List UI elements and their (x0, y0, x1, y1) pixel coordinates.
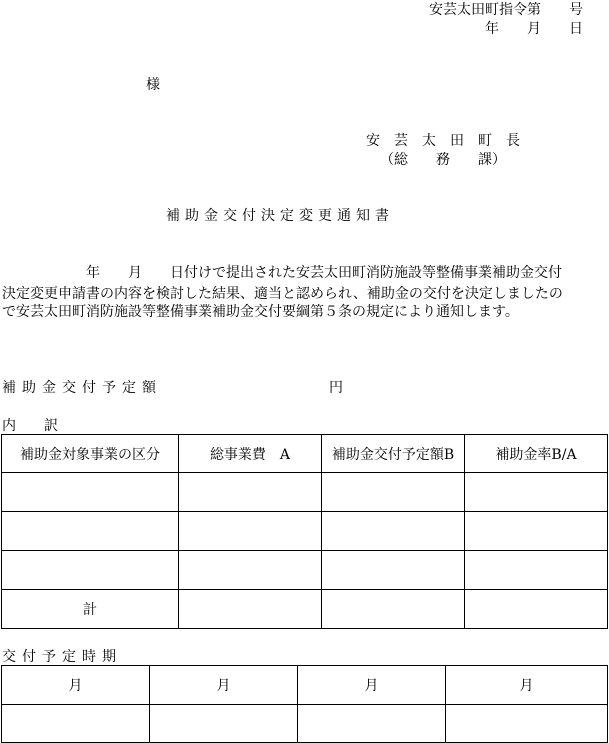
grant-rate-cell[interactable] (465, 512, 608, 551)
header-total-cost: 総事業費 A (179, 435, 322, 473)
table-row (2, 512, 608, 551)
amount-unit: 円 (329, 380, 343, 396)
category-cell[interactable] (2, 512, 179, 551)
recipient-honorific: 様 (146, 77, 160, 93)
month-label: 月 (2, 666, 150, 705)
header-grant-rate: 補助金率B/A (465, 435, 608, 473)
grant-amount-cell[interactable] (322, 590, 465, 629)
sender-department: （総 務 課） (380, 152, 506, 168)
breakdown-label: 内 訳 (2, 418, 58, 434)
schedule-value-cell[interactable] (2, 705, 150, 743)
schedule-value-cell[interactable] (298, 705, 446, 743)
total-row (2, 590, 608, 629)
grant-amount-cell[interactable] (322, 551, 465, 590)
grant-rate-cell[interactable] (465, 551, 608, 590)
body-line-2: 決定変更申請書の内容を検討した結果、適当と認められ、補助金の交付を決定しましたの (2, 286, 563, 302)
total-label: 計 (2, 590, 179, 629)
sender-title: 安 芸 太 田 町 長 (366, 133, 520, 149)
header-category: 補助金対象事業の区分 (2, 435, 179, 473)
schedule-value-cell[interactable] (150, 705, 298, 743)
total-cost-cell[interactable] (179, 473, 322, 512)
month-label: 月 (298, 666, 446, 705)
amount-label: 補助金交付予定額 (2, 380, 162, 396)
header-grant-amount: 補助金交付予定額B (322, 435, 465, 473)
schedule-value-row (2, 705, 608, 743)
grant-rate-cell[interactable] (465, 473, 608, 512)
document-title: 補助金交付決定変更通知書 (166, 208, 394, 224)
category-cell[interactable] (2, 473, 179, 512)
notice-number: 安芸太田町指令第 号 (429, 2, 583, 18)
schedule-value-cell[interactable] (446, 705, 608, 743)
schedule-label: 交付予定時期 (2, 649, 122, 665)
table-row (2, 551, 608, 590)
grant-amount-cell[interactable] (322, 473, 465, 512)
table-row (2, 473, 608, 512)
notice-date: 年 月 日 (485, 21, 583, 37)
breakdown-table (1, 434, 608, 629)
grant-amount-cell[interactable] (322, 512, 465, 551)
body-line-1: 年 月 日付けで提出された安芸太田町消防施設等整備事業補助金交付 (2, 265, 562, 281)
total-cost-cell[interactable] (179, 551, 322, 590)
grant-rate-cell[interactable] (465, 590, 608, 629)
total-cost-cell[interactable] (179, 590, 322, 629)
schedule-month-row (2, 666, 608, 705)
total-cost-cell[interactable] (179, 512, 322, 551)
schedule-table (1, 665, 608, 743)
month-label: 月 (150, 666, 298, 705)
body-line-3: で安芸太田町消防施設等整備事業補助金交付要綱第５条の規定により通知します。 (2, 304, 519, 320)
breakdown-header-row (2, 435, 608, 473)
category-cell[interactable] (2, 551, 179, 590)
month-label: 月 (446, 666, 608, 705)
